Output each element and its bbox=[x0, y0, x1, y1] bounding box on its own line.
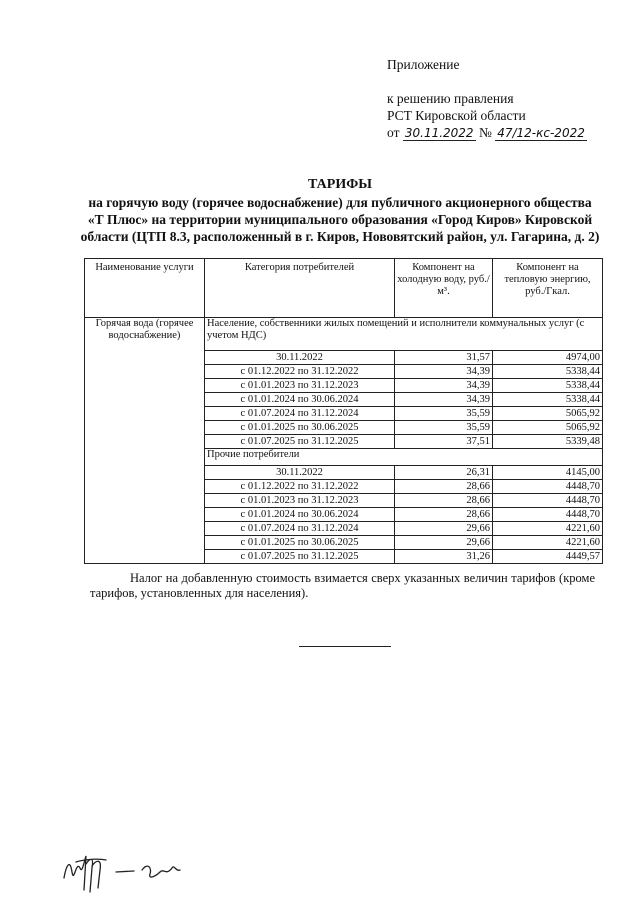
period-cell: с 01.12.2022 по 31.12.2022 bbox=[205, 365, 395, 379]
header-category: Категория потребителей bbox=[205, 259, 395, 318]
cold-component-cell: 28,66 bbox=[395, 480, 493, 494]
consumer-group-name: Население, собственники жилых помещений и исполнители коммунальных услуг (с учетом НДС) bbox=[205, 318, 603, 351]
approval-block bbox=[387, 56, 587, 142]
heat-component-cell: 4448,70 bbox=[493, 508, 603, 522]
period-cell: с 01.01.2023 по 31.12.2023 bbox=[205, 379, 395, 393]
authority-label: РСТ Кировской области bbox=[387, 108, 526, 123]
cold-component-cell: 26,31 bbox=[395, 466, 493, 480]
heat-component-cell: 4145,00 bbox=[493, 466, 603, 480]
title-subtitle: на горячую воду (горячее водоснабжение) для публичного акционерного общества «Т Плюс» на территории муниципального образования «Город Киров» Кировской области (ЦТП 8.3, расположенный в г. Киров, Нововятский район, ул. Гагарина, д. 2) bbox=[80, 195, 600, 244]
heat-component-cell: 5065,92 bbox=[493, 407, 603, 421]
handwritten-signature bbox=[56, 838, 206, 898]
cold-component-cell: 34,39 bbox=[395, 379, 493, 393]
service-name-cell: Горячая вода (горячее водоснабжение) bbox=[85, 318, 205, 564]
decision-reference bbox=[387, 124, 587, 142]
heat-component-cell: 4449,57 bbox=[493, 550, 603, 564]
period-cell: с 01.07.2024 по 31.12.2024 bbox=[205, 522, 395, 536]
period-cell: 30.11.2022 bbox=[205, 466, 395, 480]
separator-line bbox=[299, 646, 391, 647]
period-cell: с 01.07.2024 по 31.12.2024 bbox=[205, 407, 395, 421]
heat-component-cell: 5065,92 bbox=[493, 421, 603, 435]
period-cell: с 01.01.2025 по 30.06.2025 bbox=[205, 421, 395, 435]
cold-component-cell: 28,66 bbox=[395, 508, 493, 522]
consumer-group-row bbox=[85, 318, 603, 351]
heat-component-cell: 5338,44 bbox=[493, 365, 603, 379]
document-title bbox=[80, 176, 600, 245]
cold-component-cell: 29,66 bbox=[395, 522, 493, 536]
appendix-label: Приложение bbox=[387, 57, 460, 72]
period-cell: с 01.12.2022 по 31.12.2022 bbox=[205, 480, 395, 494]
period-cell: с 01.01.2024 по 30.06.2024 bbox=[205, 393, 395, 407]
period-cell: с 01.07.2025 по 31.12.2025 bbox=[205, 435, 395, 449]
decision-number: 47/12-кс-2022 bbox=[497, 126, 585, 140]
number-prefix: № bbox=[478, 125, 492, 140]
cold-component-cell: 29,66 bbox=[395, 536, 493, 550]
cold-component-cell: 37,51 bbox=[395, 435, 493, 449]
cold-component-cell: 35,59 bbox=[395, 421, 493, 435]
period-cell: с 01.07.2025 по 31.12.2025 bbox=[205, 550, 395, 564]
tariff-table bbox=[84, 258, 603, 564]
heat-component-cell: 5339,48 bbox=[493, 435, 603, 449]
heat-component-cell: 4221,60 bbox=[493, 522, 603, 536]
cold-component-cell: 35,59 bbox=[395, 407, 493, 421]
title-heading: ТАРИФЫ bbox=[308, 177, 372, 192]
header-service: Наименование услуги bbox=[85, 259, 205, 318]
decision-label: к решению правления bbox=[387, 91, 514, 106]
period-cell: с 01.01.2024 по 30.06.2024 bbox=[205, 508, 395, 522]
heat-component-cell: 4448,70 bbox=[493, 480, 603, 494]
period-cell: с 01.01.2023 по 31.12.2023 bbox=[205, 494, 395, 508]
cold-component-cell: 31,57 bbox=[395, 351, 493, 365]
vat-note: Налог на добавленную стоимость взимается сверх указанных величин тарифов (кроме тарифов, установленных для населения). bbox=[90, 571, 595, 600]
heat-component-cell: 5338,44 bbox=[493, 393, 603, 407]
table-header-row bbox=[85, 259, 603, 318]
period-cell: 30.11.2022 bbox=[205, 351, 395, 365]
header-heat-component: Компонент на тепловую энергию, руб./Гкал. bbox=[493, 259, 603, 318]
cold-component-cell: 28,66 bbox=[395, 494, 493, 508]
cold-component-cell: 34,39 bbox=[395, 393, 493, 407]
decision-date: 30.11.2022 bbox=[404, 126, 474, 140]
cold-component-cell: 31,26 bbox=[395, 550, 493, 564]
period-cell: с 01.01.2025 по 30.06.2025 bbox=[205, 536, 395, 550]
heat-component-cell: 4448,70 bbox=[493, 494, 603, 508]
header-cold-component: Компонент на холодную воду, руб./м³. bbox=[395, 259, 493, 318]
heat-component-cell: 4974,00 bbox=[493, 351, 603, 365]
consumer-group-name: Прочие потребители bbox=[205, 449, 603, 466]
date-prefix: от bbox=[387, 125, 400, 140]
heat-component-cell: 5338,44 bbox=[493, 379, 603, 393]
heat-component-cell: 4221,60 bbox=[493, 536, 603, 550]
tariff-table-body bbox=[85, 318, 603, 564]
cold-component-cell: 34,39 bbox=[395, 365, 493, 379]
